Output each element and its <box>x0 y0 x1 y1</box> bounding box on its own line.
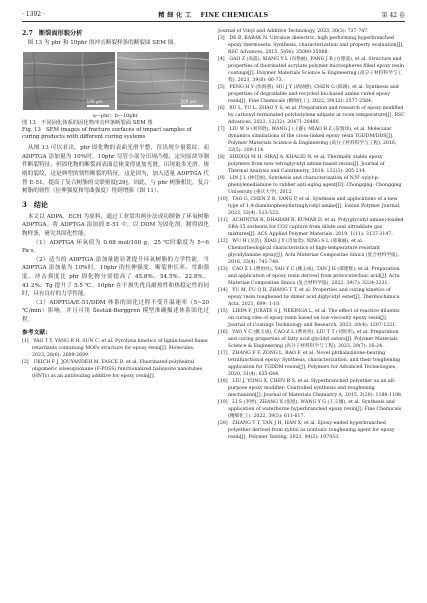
left-column <box>22 28 209 380</box>
volume-label: 第 42 卷 <box>381 11 405 19</box>
section-3-heading: 3 结论 <box>22 199 48 209</box>
reference-item: [7] LIU W S (刘伟胜), WANG J (王静), MIAO R Z (苗瑞珍), et al. Molecular dynamics simulations of the cross-linked epoxy resin TGDDM/DDS[J]. Polymer Materials Science & Engineering (高分子材料科学与工程), 2016, 32(5): 109-114. <box>218 127 397 153</box>
conclusion-item-2: （2）适当的 ADPTGA 添加量能显著提升环氧树脂的力学性能。当 ADPTGA 添加量为 10%时，10phr 的拉伸强度、断裂伸长率、弯曲强度、冲击强度比 phr 固化物分别提高了 45.8%、54.5%、22.8%、41.2%；Tg 提升了 5.5 ℃。10phr 在不损失优良耐热性和热稳定性的同时，具有良好的力学性能。 <box>22 256 209 298</box>
figure-13 <box>22 52 209 142</box>
reference-item: [17] ZHANG F F, ZONG L, BAO F, et al. Novel phthalazinone-bearing tetrafunctional epoxy: Synthesis, characterization, and their toughening application for TGDDM resins[J]. Polymers for Advanced Technologies, 2020, 31(4): 635-644. <box>218 351 401 377</box>
scale-bar: 100 μm <box>181 99 203 106</box>
reference-item: [2] UKICH F J, JOUYANDEH M, FASCE D, et al. Fluorinated-polyhedral oligomeric silsesquioxane (F-POSS) functionalized halloysite nanotubes (HNTs) as an antifouling additive for epoxy resin[J]. <box>22 360 203 380</box>
reference-item: [12] WU H (吴浩), XIAO J Y (肖加余), XING S L (邢素丽), et al. Chemorheological characteristics of high-temperature resistant glycidylamine epoxy[J]. Acta Materiae Compositae Sinica (复合材料学报), 2016, 33(4): 741-748. <box>218 239 400 265</box>
reference-item: [15] LIEPA P, JURATE S J, NEKINGA L, et al. The effect of reactive diluents on curing rate of epoxy resin based on low-viscosity epoxy resin[J]. Journal of Coatings Technology and Research, 2023, 20(4): 1207-1221. <box>218 309 400 328</box>
sem-image-b <box>117 52 209 110</box>
scale-bar: 100 μm <box>87 99 109 106</box>
sem-image-a <box>23 52 115 110</box>
reference-item: [11] ACHINTYA R, DHARAM R, KUMAR D, et al. Poly(glycidyl amine)-loaded SBA-15 sorbents for CO2 capture from dilute and ultradilute gas mixtures[J]. ACS Applied Polymer Materials, 2019, 1(11): 3137-3147. <box>218 218 404 237</box>
reference-item: [10] TAO G, CHEN Z R, YANG P, et al. Synthesis and applications of a new type of 1,4-diaminophenyltetraglycidyl amine[J]. Ionian Polymer Journal, 2023, 32(4): 513-522. <box>218 197 401 216</box>
figure-caption-cn: 图 13 不同固化体系的固化物冲击样条断裂面 SEM 图 <box>22 119 153 126</box>
section-2-7-heading: 2.7 断裂面形貌分析 <box>22 30 83 37</box>
references-heading: 参考文献： <box>22 330 51 337</box>
paragraph: 本文以 ADPA、ECH 为原料，通过工业常用两步法成功制备了环氧树脂 ADPTGA。将 ADPTGA 添加到 E-51 中，以 DDM 为固化剂，制得固化物样条，研究其固化性能。 <box>22 213 209 237</box>
figure-caption-en: Fig. 13 SEM images of fracture surfaces of impact samples of curing products with different curing systems <box>22 126 192 140</box>
page-header <box>22 8 405 20</box>
reference-item: [4] GAO Z (高震), XIANG Y L (向艳丽), FANG J B (方建波), et al. Structure and properties of fluorinated acrylate polymer microspheres filled epoxy resin coatings[J]. Polymer Materials Science & Engineering (高分子材料科学与工程), 2023, 39(8): 66-73. <box>218 57 404 83</box>
reference-item: [14] YU M, FU Q R, ZHANG T T, et al. Properties and curing kinetics of epoxy resin toughened by dimer acid diglycidyl ester[J]. Thermochimica Acta, 2021, 699: 1-10. <box>218 288 400 307</box>
reference-item: [16] YAO Y C (姚玉成), CAO Z L (曹再亮), LIU T T (刘彤彤), et al. Preparation and curing properties of fatty acid glycidyl esters[J]. Polymer Materials Science & Engineering (高分子材料科学与工程), 2023, 39(7): 16-24. <box>218 330 399 349</box>
conclusion-item-3: （3）ADPTGA/E-51/DDM 体系的固化过程不受升温速率（5~20 ℃/min）影响，并且可用 Šesták-Berggren 模型准确描述体系固化过程。 <box>22 299 209 323</box>
reference-item: [5] PENG H Y (彭海燕), HU J Y (胡涌德), CHEN G (陈刚), et al. Synthesis and properties of degradable and recycled bio-based amine cured epoxy resin[J]. Fine Chemicals (精细化工), 2022, 39(12): 2577-2584. <box>218 85 399 104</box>
reference-item: [1] YAO T Y, YANG R H, SUN C, et al. Pyrolysis kinetics of lignin-based flame retardants containing MOFs structure for epoxy resin[J]. Molecules, 2023, 28(6): 2699-2699. <box>22 339 208 359</box>
reference-item: [6] XU L, YU L, ZHAO Y S, et al. Preparation and research of epoxy modified by carboxyl-terminated polybutylene adipate at room temperature[J]. RSC Advances, 2022, 12(32): 20471-20480. <box>218 106 405 125</box>
reference-item: [9] LIN J L (林佳丽). Synthesis and characterization of N,N'-xylyl-p-phenylenediamine to rubber anti-aging agent[D]. Chongqing: Chongqing University (重庆大学), 2012. <box>218 176 402 195</box>
page-number: · 1392 · <box>22 10 45 18</box>
reference-item: [20] ZHANG T T, TAN J H, HAN X, et al. Epoxy-ended hyperbranched polyether derived from xylitol as nontoxic toughening agent for epoxy resin[J]. Polymer Testing, 2021, 94(2): 107053. <box>218 421 395 440</box>
reference-item: Journal of Vinyl and Additive Technology, 2023, 30(3): 727-747. <box>218 29 369 34</box>
subfigure-labels: a—phr；b—10phr <box>92 112 139 119</box>
paragraph: 图 13 为 phr 和 10phr 的冲击断裂样条的断裂面 SEM 图。 <box>22 40 179 46</box>
conclusion-item-1: （1）ADPTGA 环氧值为 0.68 mol/100 g，25 ℃时黏度为 5~6 Pa·s。 <box>22 239 209 255</box>
journal-name: 精 细 化 工 FINE CHEMICALS <box>158 11 269 19</box>
right-column <box>218 28 405 441</box>
header-rule <box>22 21 405 22</box>
reference-item: [3] DE B, KARAK N. Ultralow dielectric, high performing hyperbranched epoxy thermosets: Synthesis, characterization and property evaluation[J]. RSC Advances, 2015, 5(64): 35080-35088. <box>218 36 404 55</box>
reference-item: [19] LI S (李婷), ZHANG X (张旭), WANG Y G (王义刚), et al. Synthesis and application of waterborne hyperbranched epoxy resin[J]. Fine Chemicals (精细化工), 2022, 39(5): 611-617. <box>218 400 402 419</box>
paragraph: 从图 13 可以看出，phr 固化物的表面光滑平整，仅出现少量裂纹，而 ADPTGA 添加量为 10%时，10phr 尽管小部分出现凸棱，定向原块导制件断裂特征，但固化物的断裂面表面总体变得更加光滑，出现更多光滑、规则的裂纹，这是典型的韧性断裂的特征。这是因为，加入适量 ADPTGA 代替 E-51，提高了复合树脂的交联密度[29]。因此，与 phr 树脂相比，复合树脂的韧性（拉伸强度和弯曲强度）得到增强（图 11）。 <box>22 145 209 195</box>
reference-item: [8] SIDDIQI M H, SIRAJ A, KHALID N, et al. Thermally stable epoxy polymers from new tetraglycidyl amine-based resins[J]. Journal of Thermal Analysis and Calorimetry, 2018, 132(2): 205-214. <box>218 155 385 174</box>
reference-item: [18] LIU J, YONG X, CHEN R S, et al. Hyperbranched polyether as an all-purpose epoxy modifier: Controlled synthesis and toughening mechanism[J]. Journal of Materials Chemistry A, 2015, 3(20): 1188-1198. <box>218 379 403 398</box>
reference-item: [13] CAO Z L (曹再亮), YAO Y C (姚玉成), TAN J H (谭建辉), et al. Preparation and application of epoxy resin derived from protocatechuic acid[J]. Acta Materiae Compositae Sinica (复合材料学报), 2022, 39(7): 3224-3231. <box>218 267 400 286</box>
